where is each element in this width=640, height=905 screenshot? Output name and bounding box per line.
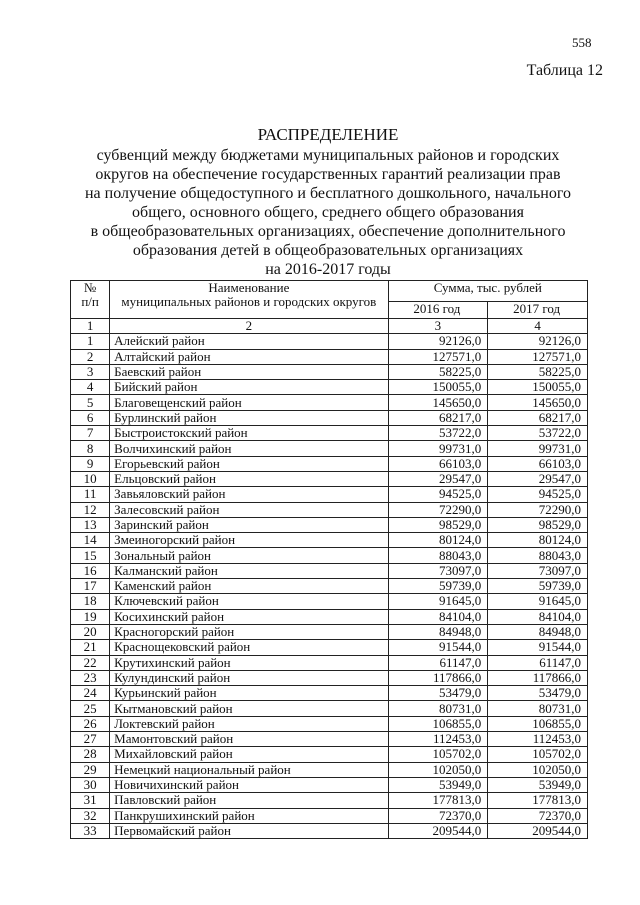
header-num — [71, 281, 110, 319]
sum-2017: 53722,0 — [488, 426, 588, 441]
sum-2016: 112453,0 — [388, 732, 488, 747]
table-row — [71, 762, 588, 777]
sum-2017: 94525,0 — [488, 487, 588, 502]
row-number: 21 — [71, 640, 110, 655]
header-num-line1: № — [83, 280, 97, 295]
sum-2016: 84948,0 — [388, 624, 488, 639]
sum-2016: 53479,0 — [388, 686, 488, 701]
row-number: 26 — [71, 716, 110, 731]
sum-2016: 98529,0 — [388, 517, 488, 532]
table-row — [71, 716, 588, 731]
header-num-line2: п/п — [81, 294, 99, 309]
district-name: Новичихинский район — [110, 777, 388, 792]
sum-2016: 59739,0 — [388, 579, 488, 594]
sum-2017: 72290,0 — [488, 502, 588, 517]
district-name: Локтевский район — [110, 716, 388, 731]
column-index: 2 — [110, 319, 388, 334]
column-index-row — [71, 319, 588, 334]
row-number: 33 — [71, 823, 110, 838]
row-number: 22 — [71, 655, 110, 670]
table-row — [71, 686, 588, 701]
district-name: Змеиногорский район — [110, 533, 388, 548]
page-number: 558 — [572, 35, 592, 50]
sum-2016: 58225,0 — [388, 364, 488, 379]
table-row — [71, 793, 588, 808]
district-name: Косихинский район — [110, 609, 388, 624]
title-line: на 2016-2017 годы — [265, 261, 391, 278]
sum-2017: 84948,0 — [488, 624, 588, 639]
table-row — [71, 502, 588, 517]
row-number: 29 — [71, 762, 110, 777]
sum-2016: 91544,0 — [388, 640, 488, 655]
table-label: Таблица 12 — [526, 62, 603, 79]
sum-2017: 177813,0 — [488, 793, 588, 808]
row-number: 13 — [71, 517, 110, 532]
row-number: 19 — [71, 609, 110, 624]
row-number: 12 — [71, 502, 110, 517]
table-row — [71, 410, 588, 425]
district-name: Бурлинский район — [110, 410, 388, 425]
row-number: 17 — [71, 579, 110, 594]
row-number: 1 — [71, 334, 110, 349]
sum-2017: 117866,0 — [488, 670, 588, 685]
sum-2017: 73097,0 — [488, 563, 588, 578]
row-number: 31 — [71, 793, 110, 808]
sum-2016: 94525,0 — [388, 487, 488, 502]
district-name: Залесовский район — [110, 502, 388, 517]
column-index: 1 — [71, 319, 110, 334]
row-number: 25 — [71, 701, 110, 716]
sum-2017: 72370,0 — [488, 808, 588, 823]
row-number: 4 — [71, 380, 110, 395]
district-name: Михайловский район — [110, 747, 388, 762]
table-row — [71, 426, 588, 441]
district-name: Волчихинский район — [110, 441, 388, 456]
table-row — [71, 777, 588, 792]
sum-2017: 106855,0 — [488, 716, 588, 731]
header-sum: Сумма, тыс. рублей — [388, 281, 587, 302]
district-name: Егорьевский район — [110, 456, 388, 471]
table-row — [71, 471, 588, 486]
sum-2016: 92126,0 — [388, 334, 488, 349]
column-index: 4 — [488, 319, 588, 334]
title-line: в общеобразовательных организациях, обеспечение дополнительного — [90, 223, 566, 240]
sum-2017: 84104,0 — [488, 609, 588, 624]
district-name: Быстроистокский район — [110, 426, 388, 441]
table-row — [71, 548, 588, 563]
table-row — [71, 701, 588, 716]
row-number: 15 — [71, 548, 110, 563]
sum-2017: 80731,0 — [488, 701, 588, 716]
table-row — [71, 823, 588, 838]
district-name: Завьяловский район — [110, 487, 388, 502]
district-name: Первомайский район — [110, 823, 388, 838]
row-number: 28 — [71, 747, 110, 762]
row-number: 10 — [71, 471, 110, 486]
sum-2016: 61147,0 — [388, 655, 488, 670]
table-row — [71, 579, 588, 594]
table-row — [71, 640, 588, 655]
district-name: Курьинский район — [110, 686, 388, 701]
district-name: Ельцовский район — [110, 471, 388, 486]
sum-2017: 112453,0 — [488, 732, 588, 747]
sum-2016: 80731,0 — [388, 701, 488, 716]
district-name: Краснощековский район — [110, 640, 388, 655]
table-row — [71, 670, 588, 685]
header-name — [110, 281, 388, 319]
sum-2017: 150055,0 — [488, 380, 588, 395]
district-name: Красногорский район — [110, 624, 388, 639]
sum-2016: 68217,0 — [388, 410, 488, 425]
table-row — [71, 624, 588, 639]
table-row — [71, 487, 588, 502]
sum-2016: 106855,0 — [388, 716, 488, 731]
row-number: 27 — [71, 732, 110, 747]
row-number: 9 — [71, 456, 110, 471]
title-line: округов на обеспечение государственных гарантий реализации прав — [95, 166, 561, 183]
sum-2016: 66103,0 — [388, 456, 488, 471]
sum-2017: 92126,0 — [488, 334, 588, 349]
sum-2016: 145650,0 — [388, 395, 488, 410]
sum-2017: 29547,0 — [488, 471, 588, 486]
sum-2017: 102050,0 — [488, 762, 588, 777]
sum-2017: 209544,0 — [488, 823, 588, 838]
table-row — [71, 517, 588, 532]
sum-2017: 80124,0 — [488, 533, 588, 548]
district-name: Калманский район — [110, 563, 388, 578]
row-number: 6 — [71, 410, 110, 425]
sum-2016: 177813,0 — [388, 793, 488, 808]
header-name-line1: Наименование — [208, 280, 290, 295]
sum-2016: 91645,0 — [388, 594, 488, 609]
sum-2016: 53722,0 — [388, 426, 488, 441]
sum-2017: 88043,0 — [488, 548, 588, 563]
sum-2017: 105702,0 — [488, 747, 588, 762]
sum-2016: 99731,0 — [388, 441, 488, 456]
title-line: образования детей в общеобразовательных организациях — [132, 242, 524, 259]
sum-2016: 105702,0 — [388, 747, 488, 762]
district-name: Немецкий национальный район — [110, 762, 388, 777]
sum-2017: 58225,0 — [488, 364, 588, 379]
district-name: Алейский район — [110, 334, 388, 349]
sum-2017: 91544,0 — [488, 640, 588, 655]
title-line: общего, основного общего, среднего общего образования — [132, 204, 524, 221]
table-row — [71, 732, 588, 747]
row-number: 23 — [71, 670, 110, 685]
table-row — [71, 533, 588, 548]
column-index: 3 — [388, 319, 488, 334]
sum-2017: 66103,0 — [488, 456, 588, 471]
sum-2016: 29547,0 — [388, 471, 488, 486]
district-name: Алтайский район — [110, 349, 388, 364]
row-number: 20 — [71, 624, 110, 639]
sum-2017: 91645,0 — [488, 594, 588, 609]
table-row — [71, 364, 588, 379]
document-title — [78, 125, 578, 279]
sum-2017: 98529,0 — [488, 517, 588, 532]
table-row — [71, 609, 588, 624]
sum-2016: 150055,0 — [388, 380, 488, 395]
row-number: 32 — [71, 808, 110, 823]
sum-2017: 68217,0 — [488, 410, 588, 425]
row-number: 7 — [71, 426, 110, 441]
sum-2016: 117866,0 — [388, 670, 488, 685]
row-number: 8 — [71, 441, 110, 456]
table-row — [71, 563, 588, 578]
sum-2017: 59739,0 — [488, 579, 588, 594]
sum-2016: 80124,0 — [388, 533, 488, 548]
sum-2016: 84104,0 — [388, 609, 488, 624]
row-number: 5 — [71, 395, 110, 410]
sum-2017: 53479,0 — [488, 686, 588, 701]
table-header-row — [71, 281, 588, 302]
sum-2017: 99731,0 — [488, 441, 588, 456]
district-name: Кулундинский район — [110, 670, 388, 685]
sum-2017: 53949,0 — [488, 777, 588, 792]
row-number: 16 — [71, 563, 110, 578]
row-number: 2 — [71, 349, 110, 364]
sum-2017: 127571,0 — [488, 349, 588, 364]
sum-2016: 73097,0 — [388, 563, 488, 578]
district-name: Баевский район — [110, 364, 388, 379]
table-row — [71, 441, 588, 456]
title-line: на получение общедоступного и бесплатного дошкольного, начального — [84, 185, 572, 202]
district-name: Мамонтовский район — [110, 732, 388, 747]
table-row — [71, 334, 588, 349]
sum-2016: 72370,0 — [388, 808, 488, 823]
table-row — [71, 349, 588, 364]
row-number: 30 — [71, 777, 110, 792]
table-row — [71, 594, 588, 609]
distribution-table — [70, 280, 588, 839]
district-name: Бийский район — [110, 380, 388, 395]
sum-2016: 209544,0 — [388, 823, 488, 838]
sum-2016: 102050,0 — [388, 762, 488, 777]
row-number: 18 — [71, 594, 110, 609]
title-heading: РАСПРЕДЕЛЕНИЕ — [257, 125, 399, 144]
district-name: Крутихинский район — [110, 655, 388, 670]
header-year-2017: 2017 год — [488, 302, 588, 319]
sum-2016: 53949,0 — [388, 777, 488, 792]
sum-2017: 61147,0 — [488, 655, 588, 670]
sum-2017: 145650,0 — [488, 395, 588, 410]
header-name-line2: муниципальных районов и городских округов — [121, 294, 377, 309]
district-name: Павловский район — [110, 793, 388, 808]
row-number: 11 — [71, 487, 110, 502]
row-number: 24 — [71, 686, 110, 701]
table-row — [71, 456, 588, 471]
district-name: Заринский район — [110, 517, 388, 532]
district-name: Каменский район — [110, 579, 388, 594]
header-year-2016: 2016 год — [388, 302, 488, 319]
district-name: Ключевский район — [110, 594, 388, 609]
district-name: Панкрушихинский район — [110, 808, 388, 823]
title-line: субвенций между бюджетами муниципальных районов и городских — [96, 147, 560, 164]
sum-2016: 127571,0 — [388, 349, 488, 364]
table-row — [71, 395, 588, 410]
row-number: 3 — [71, 364, 110, 379]
table-row — [71, 655, 588, 670]
district-name: Благовещенский район — [110, 395, 388, 410]
district-name: Зональный район — [110, 548, 388, 563]
sum-2016: 72290,0 — [388, 502, 488, 517]
sum-2016: 88043,0 — [388, 548, 488, 563]
table-row — [71, 747, 588, 762]
district-name: Кытмановский район — [110, 701, 388, 716]
table-row — [71, 380, 588, 395]
table-row — [71, 808, 588, 823]
row-number: 14 — [71, 533, 110, 548]
